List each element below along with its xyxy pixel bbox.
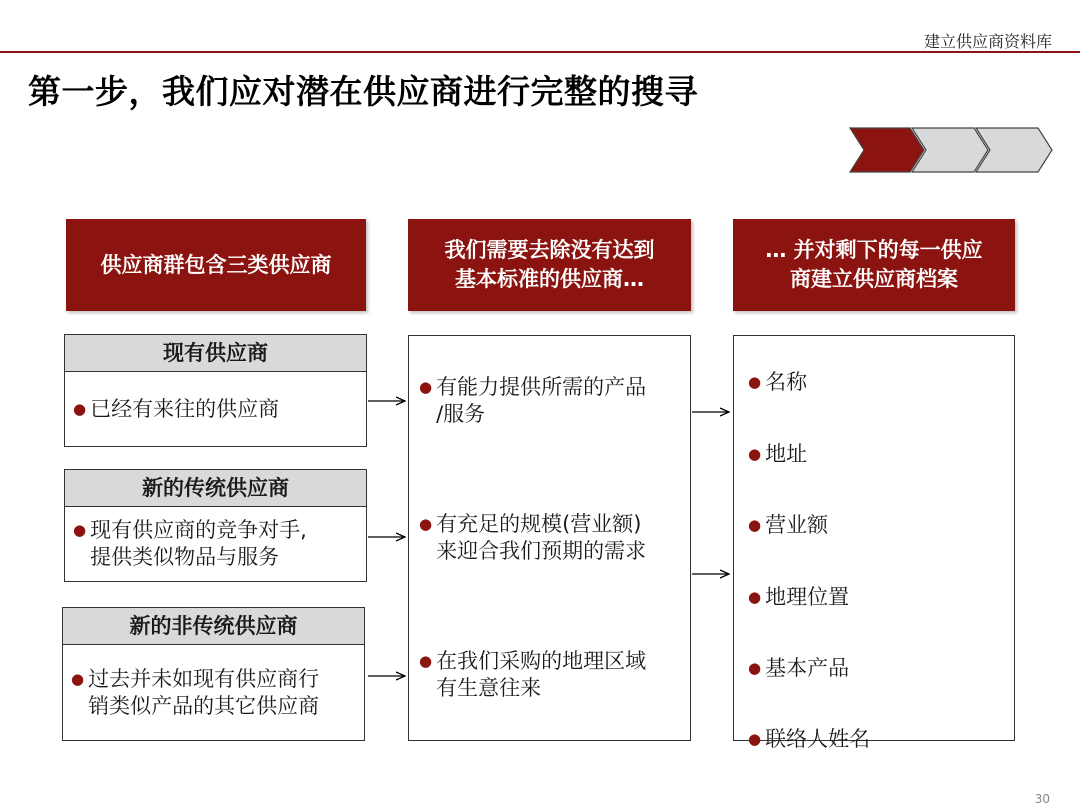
- chevron-step-1-active: [850, 128, 924, 172]
- right-column-header: [733, 219, 1015, 311]
- profile-field-name: ● 名称: [748, 370, 808, 394]
- category-title: 现有供应商: [65, 335, 366, 372]
- bullet-icon: ●: [748, 373, 762, 391]
- header-divider: [0, 51, 1080, 53]
- bullet-icon: ●: [419, 652, 433, 670]
- middle-header-line1: 我们需要去除没有达到: [444, 238, 655, 262]
- category-desc: ● 现有供应商的竞争对手, 提供类似物品与服务: [73, 518, 307, 569]
- bullet-icon: ●: [748, 659, 762, 677]
- bullet-icon: ●: [748, 730, 762, 748]
- category-desc: ● 过去并未如现有供应商行 销类似产品的其它供应商: [71, 666, 320, 718]
- left-column-header: [66, 219, 366, 311]
- category-title: 新的传统供应商: [65, 470, 366, 507]
- category-new-traditional: [64, 469, 367, 582]
- category-title: 新的非传统供应商: [63, 608, 364, 645]
- profile-box: [733, 335, 1015, 751]
- left-column-header-text: 供应商群包含三类供应商: [100, 252, 332, 277]
- criteria-item: ● 有能力提供所需的产品 /服务: [419, 375, 647, 426]
- profile-field-revenue: ● 营业额: [748, 513, 829, 537]
- profile-field-products: ● 基本产品: [748, 656, 850, 680]
- bullet-icon: ●: [73, 521, 87, 539]
- bullet-icon: ●: [71, 669, 85, 688]
- section-tag: 建立供应商资料库: [923, 32, 1052, 51]
- bullet-icon: ●: [419, 515, 433, 533]
- category-new-nontraditional: [62, 607, 365, 741]
- page-number: 30: [1034, 792, 1050, 806]
- profile-field-location: ● 地理位置: [748, 585, 850, 609]
- profile-field-contact: ● 联络人姓名: [748, 727, 871, 751]
- progress-chevrons: [848, 126, 1054, 174]
- criteria-box: [408, 335, 691, 741]
- bullet-icon: ●: [748, 516, 762, 534]
- middle-header-line2: 基本标准的供应商…: [455, 267, 644, 291]
- bullet-icon: ●: [748, 588, 762, 606]
- bullet-icon: ●: [748, 445, 762, 463]
- criteria-item: ● 有充足的规模(营业额) 来迎合我们预期的需求: [419, 512, 647, 563]
- profile-field-address: ● 地址: [748, 442, 808, 466]
- criteria-item: ● 在我们采购的地理区域 有生意往来: [419, 649, 647, 700]
- category-existing: [64, 334, 367, 447]
- right-header-line1: … 并对剩下的每一供应: [765, 238, 983, 262]
- page-title: 第一步，我们应对潜在供应商进行完整的搜寻: [28, 72, 698, 111]
- bullet-icon: ●: [419, 378, 433, 396]
- bullet-icon: ●: [73, 399, 87, 418]
- middle-column-header: [408, 219, 691, 311]
- category-desc: ● 已经有来往的供应商: [73, 396, 280, 421]
- right-header-line2: 商建立供应商档案: [790, 267, 958, 291]
